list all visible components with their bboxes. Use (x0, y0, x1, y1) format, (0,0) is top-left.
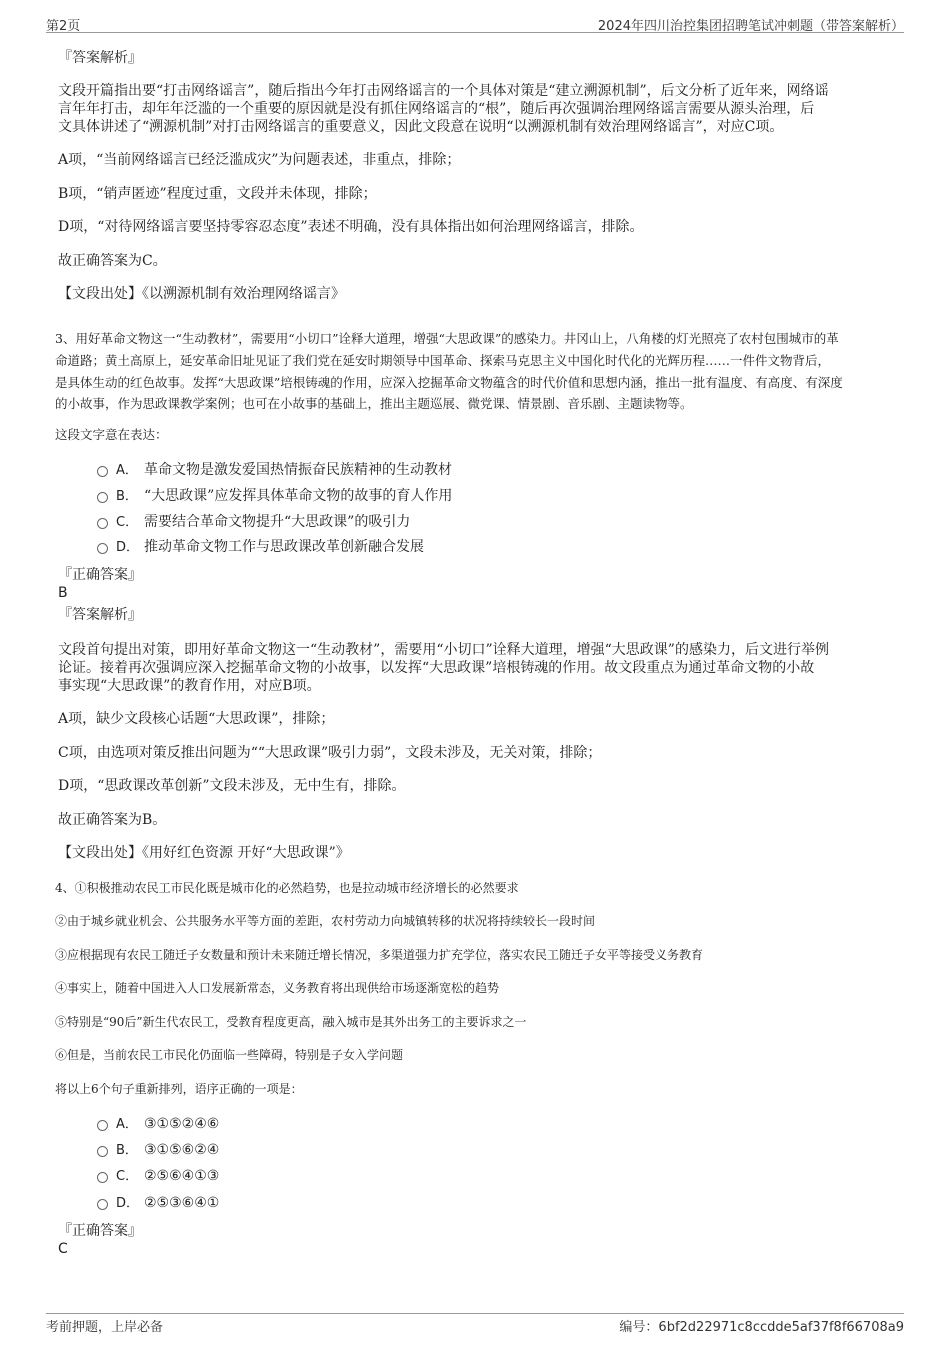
radio-icon[interactable] (97, 466, 108, 477)
radio-icon[interactable] (97, 1199, 108, 1210)
q4-answer-title: 『正确答案』 (58, 1223, 142, 1239)
q3-prompt: 这段文字意在表达： (55, 427, 168, 442)
q3-jiexi-line-1: 文段首句提出对策，即用好革命文物这一“生动教材”，需要用“小切口”诠释大道理，增强“大思政课”的感染力，后文进行举例 (58, 642, 829, 658)
q3-answer-title: 『正确答案』 (58, 567, 142, 583)
q4-sentence-1: 4、①积极推动农民工市民化既是城市化的必然趋势，也是拉动城市经济增长的必然要求 (55, 881, 519, 895)
q4-sentence-2: ②由于城乡就业机会、公共服务水平等方面的差距，农村劳动力向城镇转移的状况将持续较长一段时间 (55, 914, 596, 928)
q4-option-c[interactable]: C． ②⑤⑥④①③ (97, 1166, 219, 1186)
page-footer (46, 1313, 904, 1334)
q3-option-d-analysis: D项，“思政课改革创新”文段未涉及，无中生有，排除。 (58, 778, 406, 794)
q4-sentence-3: ③应根据现有农民工随迁子女数量和预计未来随迁增长情况，多渠道强力扩充学位，落实农民工随迁子女平等接受义务教育 (55, 948, 704, 962)
q3-option-a[interactable]: A． 革命文物是激发爱国热情振奋民族精神的生动教材 (97, 460, 452, 480)
q2-jiexi-title: 『答案解析』 (58, 50, 142, 66)
page-number: 第2页 (46, 19, 81, 34)
q3-option-b[interactable]: B． “大思政课”应发挥具体革命文物的故事的育人作用 (97, 486, 452, 506)
q4-option-d[interactable]: D． ②⑤③⑥④① (97, 1193, 219, 1213)
q3-option-c-analysis: C项，由选项对策反推出问题为““大思政课”吸引力弱”，文段未涉及，无关对策，排除； (58, 745, 602, 761)
q3-stem-line-1: 3、用好革命文物这一“生动教材”，需要用“小切口”诠释大道理，增强“大思政课”的感染力。井冈山上，八角楼的灯光照亮了农村包围城市的革 (55, 331, 839, 346)
document-serial: 编号：6bf2d22971c8ccdde5af37f8f66708a9 (619, 1320, 904, 1335)
q3-conclusion: 故正确答案为B。 (58, 812, 167, 828)
q4-prompt: 将以上6个句子重新排列，语序正确的一项是： (55, 1082, 303, 1096)
q2-jiexi-line-2: 言年年打击，却年年泛滥的一个重要的原因就是没有抓住网络谣言的“根”，随后再次强调治理网络谣言需要从源头治理，后 (58, 101, 815, 117)
q2-option-a-analysis: A项，“当前网络谣言已经泛滥成灾”为问题表述，非重点，排除； (58, 152, 461, 168)
q2-source: 【文段出处】《以溯源机制有效治理网络谣言》 (58, 286, 345, 302)
q4-option-b[interactable]: B． ③①⑤⑥②④ (97, 1140, 219, 1160)
q3-option-d[interactable]: D． 推动革命文物工作与思政课改革创新融合发展 (97, 537, 424, 557)
q3-source: 【文段出处】《用好红色资源 开好“大思政课”》 (58, 845, 350, 861)
q3-stem-line-2: 命道路；黄土高原上，延安革命旧址见证了我们党在延安时期领导中国革命、探索马克思主义中国化时代化的光辉历程……一件件文物背后， (55, 353, 831, 368)
q2-option-b-analysis: B项，“销声匿迹”程度过重，文段并未体现，排除； (58, 186, 377, 202)
q3-answer: B (58, 585, 68, 601)
footer-slogan: 考前押题，上岸必备 (46, 1320, 164, 1335)
q2-jiexi-line-3: 文具体讲述了“溯源机制”对打击网络谣言的重要意义，因此文段意在说明“以溯源机制有效治理网络谣言”，对应C项。 (58, 119, 784, 135)
radio-icon[interactable] (97, 518, 108, 529)
document-title: 2024年四川治控集团招聘笔试冲刺题（带答案解析） (597, 19, 904, 34)
q3-jiexi-title: 『答案解析』 (58, 607, 142, 623)
radio-icon[interactable] (97, 1120, 108, 1131)
q3-stem-line-4: 的小故事，作为思政课教学案例；也可在小故事的基础上，推出主题巡展、微党课、情景剧、音乐剧、主题读物等。 (55, 396, 693, 411)
q3-stem-line-3: 是具体生动的红色故事。发挥“大思政课”培根铸魂的作用，应深入挖掘革命文物蕴含的时代价值和思想内涵，推出一批有温度、有高度、有深度 (55, 375, 843, 390)
q4-sentence-5: ⑤特别是“90后”新生代农民工，受教育程度更高，融入城市是其外出务工的主要诉求之一 (55, 1015, 527, 1029)
radio-icon[interactable] (97, 492, 108, 503)
q4-option-a[interactable]: A． ③①⑤②④⑥ (97, 1114, 219, 1134)
page-header (46, 14, 904, 33)
radio-icon[interactable] (97, 1146, 108, 1157)
q3-option-a-analysis: A项，缺少文段核心话题“大思政课”，排除； (58, 711, 335, 727)
q3-option-c[interactable]: C． 需要结合革命文物提升“大思政课”的吸引力 (97, 512, 410, 532)
q4-sentence-6: ⑥但是，当前农民工市民化仍面临一些障碍，特别是子女入学问题 (55, 1048, 404, 1062)
q4-answer: C (58, 1241, 68, 1257)
q3-jiexi-line-2: 论证。接着再次强调应深入挖掘革命文物的小故事，以发挥“大思政课”培根铸魂的作用。故文段重点为通过革命文物的小故 (58, 660, 815, 676)
q3-jiexi-line-3: 事实现“大思政课”的教育作用，对应B项。 (58, 678, 321, 694)
q2-jiexi-line-1: 文段开篇指出要“打击网络谣言”，随后指出今年打击网络谣言的一个具体对策是“建立溯源机制”，后文分析了近年来，网络谣 (58, 83, 829, 99)
q4-sentence-4: ④事实上，随着中国进入人口发展新常态，义务教育将出现供给市场逐渐宽松的趋势 (55, 981, 500, 995)
radio-icon[interactable] (97, 1172, 108, 1183)
q2-option-d-analysis: D项，“对待网络谣言要坚持零容忍态度”表述不明确，没有具体指出如何治理网络谣言，排除。 (58, 219, 644, 235)
radio-icon[interactable] (97, 543, 108, 554)
q2-conclusion: 故正确答案为C。 (58, 253, 167, 269)
